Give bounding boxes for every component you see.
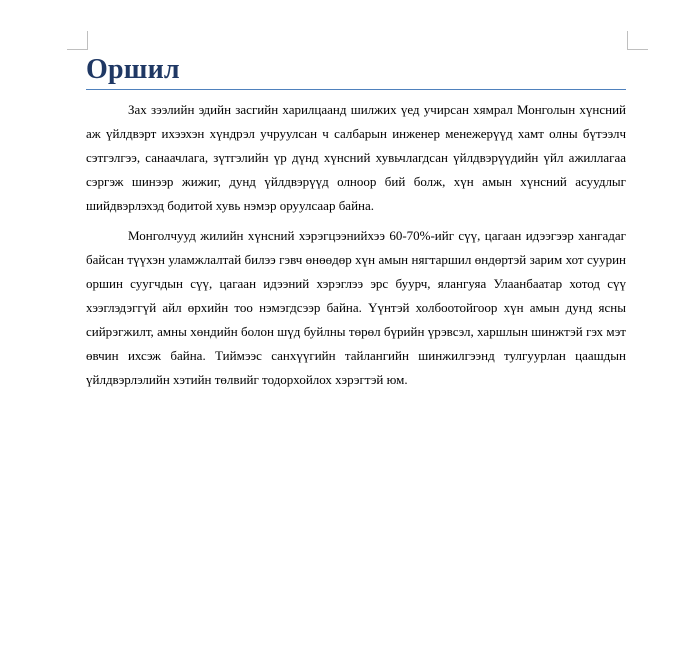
- document-body[interactable]: [86, 52, 626, 398]
- top-left-crop-mark: [67, 31, 88, 50]
- paragraph-2: Монголчууд жилийн хүнсний хэрэгцээнийхээ 60-70%-ийг сүү, цагаан идээгээр хангадаг байсан түүхэн уламжлалтай билээ гэвч өнөөдөр хүн амын нягтаршил өндөртэй зарим хот суурин оршин суугчдын сүү, цагаан идээний хэрэглээ эрс буурч, ялангуяа Улаанбаатар хотод сүү хээглэдэггүй айл өрхийн тоо нэмэгдсээр байна. Үүнтэй холбоотойгоор хүн амын дунд ясны сийрэгжилт, амны хөндийн болон шүд буйлны төрөл бүрийн үрэвсэл, харшлын шинжтэй гэх мэт өвчин ихсэж байна. Тиймээс санхүүгийн тайлангийн шинжилгээнд тулгуурлан цаашдын үйлдвэрлэлийн хэтийн төлвийг тодорхойлох хэрэгтэй юм.: [86, 228, 626, 387]
- top-right-crop-mark: [627, 31, 648, 50]
- paragraph-1: Зах зээлийн эдийн засгийн харилцаанд шилжих үед учирсан хямрал Монголын хүнсний аж үйлдвэрт ихээхэн хүндрэл учруулсан ч салбарын инженер менежерүүд хамт олны бүтээлч сэтгэлгээ, санаачлага, зүтгэлийн үр дүнд хүнсний хувьчлагдсан үйлдвэрүүдийн үйл ажиллагаа сэргэж шинээр жижиг, дунд үйлдвэрүүд олноор бий болж, хүн амын хүнсний асуудлыг шийдвэрлэхэд бодитой хувь нэмэр оруулсаар байна.: [86, 102, 626, 213]
- heading-underline: [86, 89, 626, 90]
- section-heading: Оршил: [86, 54, 180, 85]
